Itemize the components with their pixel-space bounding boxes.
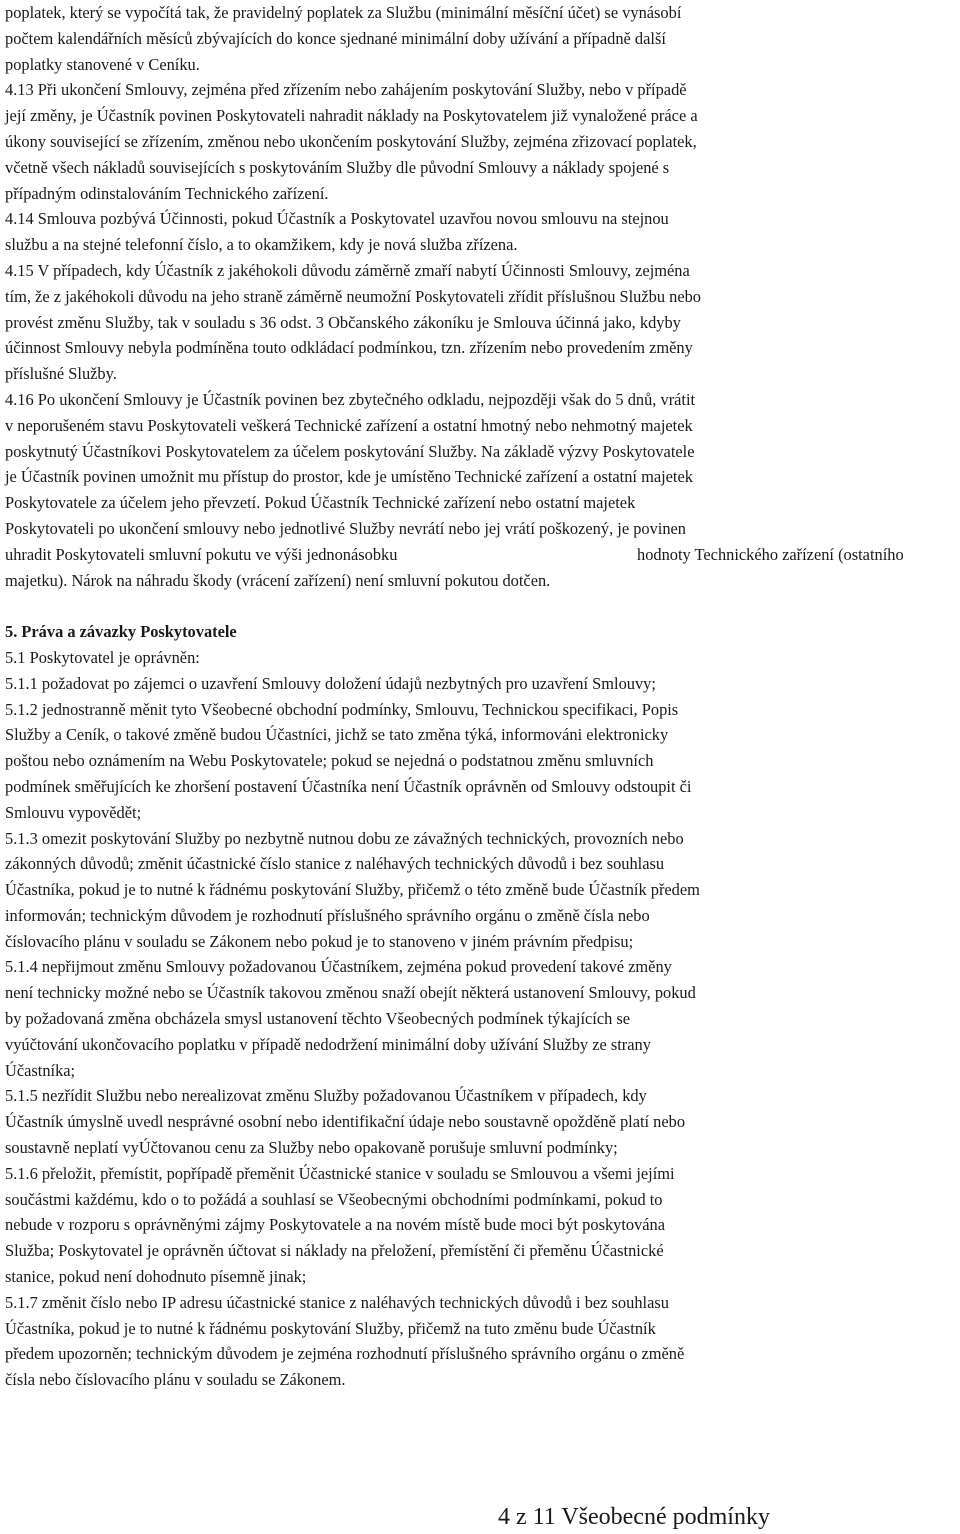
text-line: podmínek směřujících ke zhoršení postavení Účastníka není Účastník oprávněn od Smlouvy odstoupit či — [5, 776, 692, 796]
text-line: 4.16 Po ukončení Smlouvy je Účastník povinen bez zbytečného odkladu, nejpozději však do 5 dnů, vrátit — [5, 389, 696, 409]
text-line: včetně všech nákladů souvisejících s poskytováním Služby dle původní Smlouvy a náklady spojené s — [5, 157, 670, 177]
text-line: poskytnutý Účastníkovi Poskytovatelem za účelem poskytování Služby. Na základě výzvy Poskytovatele — [5, 441, 695, 461]
text-line: zákonných důvodů; změnit účastnické číslo stanice z naléhavých technických důvodů i bez souhlasu — [5, 854, 665, 874]
text-line: Smlouvu vypovědět; — [5, 802, 142, 822]
text-line: 5.1.2 jednostranně měnit tyto Všeobecné obchodní podmínky, Smlouvu, Technickou specifikaci, Popis — [5, 699, 679, 719]
text-line: 4.15 V případech, kdy Účastník z jakéhokoli důvodu záměrně zmaří nabytí Účinnosti Smlouvy, zejména — [5, 260, 690, 280]
text-line: 5.1 Poskytovatel je oprávněn: — [5, 647, 200, 667]
text-line: počtem kalendářních měsíců zbývajících do konce sjednané minimální doby užívání a případně další — [5, 28, 666, 48]
text-line: příslušné Služby. — [5, 364, 117, 384]
text-line: v neporušeném stavu Poskytovateli veškerá Technické zařízení a ostatní hmotný nebo nehmotný majetek — [5, 415, 693, 435]
text-line: 5.1.7 změnit číslo nebo IP adresu účastnické stanice z naléhavých technických důvodů i bez souhlasu — [5, 1292, 669, 1312]
text-line: poštou nebo oznámením na Webu Poskytovatele; pokud se nejedná o podstatnou změnu smluvních — [5, 751, 654, 771]
text-line: 4.14 Smlouva pozbývá Účinnosti, pokud Účastník a Poskytovatel uzavřou novou smlouvu na stejnou — [5, 209, 669, 229]
text-line: vyúčtování ukončovacího poplatku v případě nedodržení minimální doby užívání Služby ze strany — [5, 1034, 651, 1054]
text-line: nebude v rozporu s oprávněnými zájmy Poskytovatele a na novém místě bude moci být poskytována — [5, 1215, 666, 1235]
text-line: součástmi každému, kdo o to požádá a souhlasí se Všeobecnými obchodními podmínkami, pokud to — [5, 1189, 663, 1209]
text-line: úkony související se zřízením, změnou nebo ukončením poskytování Služby, zejména zřizovací poplatek, — [5, 131, 697, 151]
text-line: případným odinstalováním Technického zařízení. — [5, 183, 329, 203]
text-line: 4.13 Při ukončení Smlouvy, zejména před zřízením nebo zahájením poskytování Služby, nebo v případě — [5, 80, 687, 100]
text-line: čísla nebo číslovacího plánu v souladu se Zákonem. — [5, 1370, 346, 1390]
text-line: 5.1.4 nepřijmout změnu Smlouvy požadovanou Účastníkem, zejména pokud provedení takové změny — [5, 957, 672, 977]
paragraphs-section-5 — [5, 645, 960, 1393]
text-line: její změny, je Účastník povinen Poskytovateli nahradit náklady na Poskytovatelem již vynaložené práce a — [5, 106, 698, 126]
page-footer: 4 z 11 Všeobecné podmínky — [498, 1504, 770, 1530]
text-line: 5.1.1 požadovat po zájemci o uzavření Smlouvy doložení údajů nezbytných pro uzavření Smlouvy; — [5, 673, 656, 693]
text-line-split-left: uhradit Poskytovateli smluvní pokutu ve výši jednonásobku — [5, 544, 398, 564]
blank-line — [5, 593, 960, 619]
text-line: účinnost Smlouvy nebyla podmíněna touto odkládací podmínkou, tzn. zřízením nebo provedením změny — [5, 338, 693, 358]
text-line: Účastníka, pokud je to nutné k řádnému poskytování Služby, přičemž o této změně bude Účastník předem — [5, 880, 700, 900]
text-line: soustavně neplatí vyÚčtovanou cenu za Služby nebo opakovaně porušuje smluvní podmínky; — [5, 1138, 618, 1158]
text-line: stanice, pokud není dohodnuto písemně jinak; — [5, 1267, 307, 1287]
text-line: tím, že z jakéhokoli důvodu na jeho straně záměrně neumožní Poskytovateli zřídit příslušnou Službu nebo — [5, 286, 701, 306]
text-line: Služba; Poskytovatel je oprávněn účtovat si náklady na přeložení, přemístění či přeměnu Účastnické — [5, 1241, 664, 1261]
text-line-split — [5, 542, 960, 568]
text-line: provést změnu Služby, tak v souladu s 36 odst. 3 Občanského zákoníku je Smlouva účinná jako, kdyby — [5, 312, 681, 332]
text-line: poplatky stanovené v Ceníku. — [5, 54, 200, 74]
text-line: informován; technickým důvodem je rozhodnutí příslušného správního orgánu o změně čísla nebo — [5, 905, 650, 925]
text-line: majetku). Nárok na náhradu škody (vrácení zařízení) není smluvní pokutou dotčen. — [5, 570, 551, 590]
text-line: je Účastník povinen umožnit mu přístup do prostor, kde je umístěno Technické zařízení a ostatní majetek — [5, 467, 693, 487]
text-line: by požadovaná změna obcházela smysl ustanovení těchto Všeobecných podmínek týkajících se — [5, 1009, 631, 1029]
text-line: číslovacího plánu v souladu se Zákonem nebo pokud je to stanoveno v jiném právním předpisu; — [5, 931, 634, 951]
text-line: 5.1.5 nezřídit Službu nebo nerealizovat změnu Služby požadovanou Účastníkem v případech, kdy — [5, 1086, 647, 1106]
text-line: Služby a Ceník, o takové změně budou Účastníci, jichž se tato změna týká, informováni elektronicky — [5, 725, 669, 745]
text-line: 5.1.6 přeložit, přemístit, popřípadě přeměnit Účastnické stanice v souladu se Smlouvou a všemi jejími — [5, 1163, 675, 1183]
text-line: Účastníka, pokud je to nutné k řádnému poskytování Služby, přičemž na tuto změnu bude Účastník — [5, 1318, 656, 1338]
text-line: předem upozorněn; technickým důvodem je zejména rozhodnutí příslušného správního orgánu o změně — [5, 1344, 685, 1364]
paragraph-continuation — [5, 568, 960, 594]
text-line: není technicky možné nebo se Účastník takovou změnou snaží obejít některá ustanovení Smlouvy, pokud — [5, 983, 696, 1003]
text-line: 5.1.3 omezit poskytování Služby po nezbytně nutnou dobu ze závažných technických, provozních nebo — [5, 828, 684, 848]
text-line: Účastníka; — [5, 1060, 76, 1080]
document-page — [5, 0, 960, 1393]
text-line-split-right: hodnoty Technického zařízení (ostatního — [637, 544, 904, 564]
text-line: Účastník úmyslně uvedl nesprávné osobní nebo identifikační údaje nebo soustavně opožděně platí nebo — [5, 1112, 686, 1132]
text-line: službu a na stejné telefonní číslo, a to okamžikem, kdy je nová služba zřízena. — [5, 235, 518, 255]
text-line: poplatek, který se vypočítá tak, že pravidelný poplatek za Službu (minimální měsíční účet) se vynásobí — [5, 3, 682, 22]
text-line: Poskytovatele za účelem jeho převzetí. Pokud Účastník Technické zařízení nebo ostatní majetek — [5, 493, 636, 513]
section-heading: 5. Práva a závazky Poskytovatele — [5, 622, 237, 642]
paragraphs-section-4 — [5, 0, 960, 542]
text-line: Poskytovateli po ukončení smlouvy nebo jednotlivé Služby nevrátí nebo jej vrátí poškozený, je povinen — [5, 518, 686, 538]
